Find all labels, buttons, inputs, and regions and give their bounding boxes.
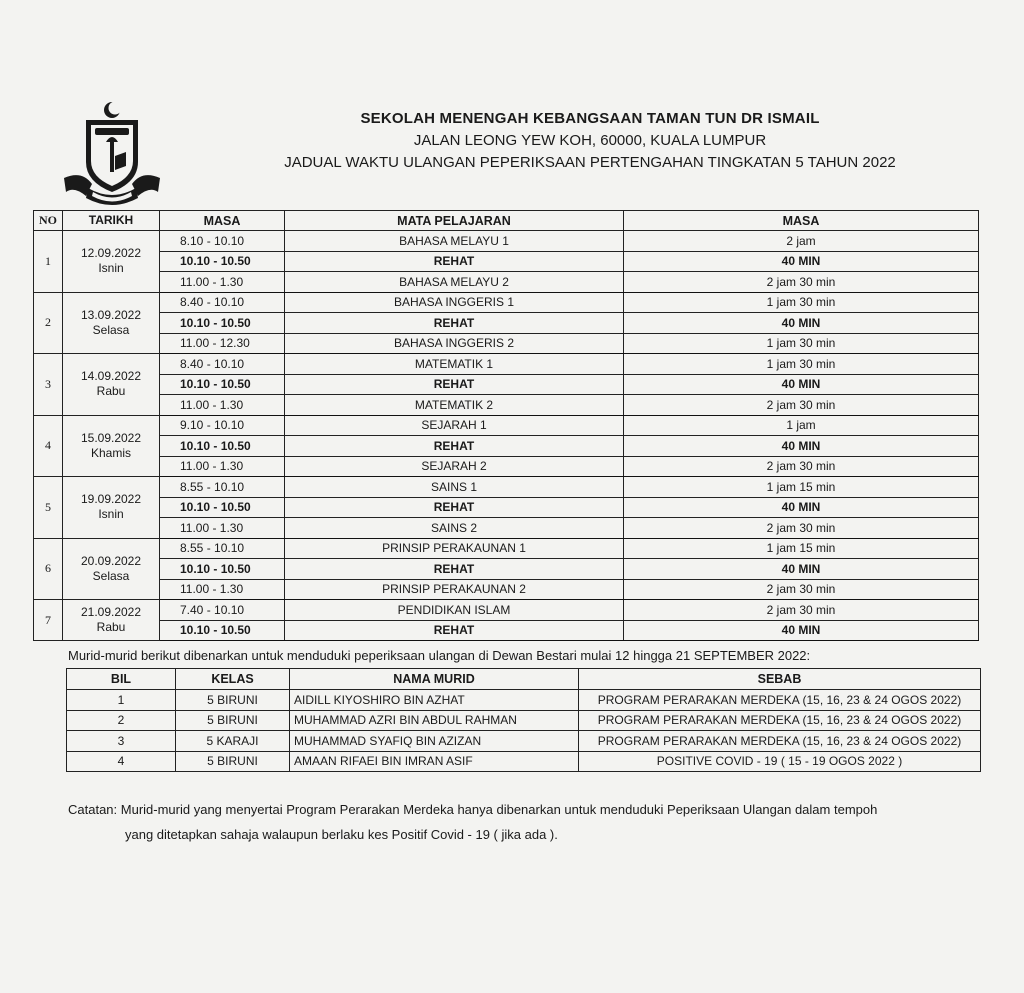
student-row [67, 690, 981, 711]
exam-schedule-table [33, 210, 979, 641]
session-duration: 40 MIN [624, 620, 979, 641]
schedule-row [34, 415, 979, 436]
student-name: MUHAMMAD AZRI BIN ABDUL RAHMAN [290, 710, 579, 731]
day-number: 6 [34, 538, 63, 600]
session-time: 9.10 - 10.10 [160, 415, 285, 436]
student-reason: PROGRAM PERARAKAN MERDEKA (15, 16, 23 & 24 OGOS 2022) [579, 710, 981, 731]
session-duration: 2 jam 30 min [624, 518, 979, 539]
student-class: 5 BIRUNI [176, 690, 290, 711]
exam-date-cell [63, 292, 160, 354]
schedule-row [34, 477, 979, 498]
student-bil: 1 [67, 690, 176, 711]
remarks-line-2: yang ditetapkan sahaja walaupun berlaku kes Positif Covid - 19 ( jika ada ). [125, 827, 558, 842]
schedule-row [34, 333, 979, 354]
day-number: 2 [34, 292, 63, 354]
exam-date-cell [63, 477, 160, 539]
school-crest-icon [62, 100, 162, 210]
students-table [66, 668, 981, 772]
session-time: 10.10 - 10.50 [160, 436, 285, 457]
col-subject-header: MATA PELAJARAN [285, 211, 624, 231]
session-duration: 1 jam [624, 415, 979, 436]
session-time: 11.00 - 12.30 [160, 333, 285, 354]
exam-weekday: Rabu [96, 620, 126, 634]
subject-name: SEJARAH 2 [285, 456, 624, 477]
subject-name: REHAT [285, 374, 624, 395]
student-row [67, 731, 981, 752]
subject-name: PENDIDIKAN ISLAM [285, 600, 624, 621]
schedule-row [34, 579, 979, 600]
exam-weekday: Selasa [92, 322, 130, 337]
session-duration: 40 MIN [624, 251, 979, 272]
session-duration: 1 jam 30 min [624, 333, 979, 354]
session-duration: 40 MIN [624, 313, 979, 334]
exam-weekday: Isnin [98, 507, 124, 522]
exam-date: 15.09.2022 [80, 430, 142, 445]
student-row [67, 751, 981, 772]
session-time: 8.55 - 10.10 [160, 477, 285, 498]
subject-name: MATEMATIK 2 [285, 395, 624, 416]
session-duration: 40 MIN [624, 436, 979, 457]
student-name: MUHAMMAD SYAFIQ BIN AZIZAN [290, 731, 579, 752]
session-duration: 1 jam 30 min [624, 292, 979, 313]
schedule-row [34, 620, 979, 641]
document-title: JADUAL WAKTU ULANGAN PEPERIKSAAN PERTENGAHAN TINGKATAN 5 TAHUN 2022 [284, 154, 896, 171]
exam-date: 12.09.2022 [80, 246, 142, 261]
remarks-note [68, 797, 968, 847]
school-address: JALAN LEONG YEW KOH, 60000, KUALA LUMPUR [413, 132, 767, 149]
students-body [67, 690, 981, 772]
col-date-header: TARIKH [63, 211, 160, 231]
subject-name: REHAT [285, 497, 624, 518]
session-duration: 1 jam 15 min [624, 477, 979, 498]
session-duration: 2 jam 30 min [624, 456, 979, 477]
exam-date: 13.09.2022 [80, 307, 142, 322]
day-number: 7 [34, 600, 63, 641]
session-duration: 2 jam 30 min [624, 272, 979, 293]
schedule-row [34, 456, 979, 477]
student-row [67, 710, 981, 731]
exam-date-cell [63, 354, 160, 416]
subject-name: BAHASA MELAYU 1 [285, 231, 624, 252]
session-time: 10.10 - 10.50 [160, 559, 285, 580]
session-duration: 40 MIN [624, 559, 979, 580]
session-time: 10.10 - 10.50 [160, 374, 285, 395]
student-class: 5 BIRUNI [176, 710, 290, 731]
document-header [230, 110, 950, 171]
subject-name: BAHASA INGGERIS 2 [285, 333, 624, 354]
schedule-row [34, 518, 979, 539]
session-duration: 40 MIN [624, 497, 979, 518]
day-number: 3 [34, 354, 63, 416]
exam-date: 14.09.2022 [80, 369, 142, 384]
schedule-row [34, 559, 979, 580]
exam-date-cell [63, 415, 160, 477]
subject-name: REHAT [285, 620, 624, 641]
session-duration: 2 jam 30 min [624, 395, 979, 416]
col-kelas-header: KELAS [176, 669, 290, 690]
exam-date-cell [63, 538, 160, 600]
exam-weekday: Isnin [98, 261, 124, 276]
session-time: 7.40 - 10.10 [160, 600, 285, 621]
session-time: 11.00 - 1.30 [160, 518, 285, 539]
session-time: 11.00 - 1.30 [160, 272, 285, 293]
students-header-row [67, 669, 981, 690]
exam-weekday: Khamis [90, 445, 131, 460]
schedule-row [34, 395, 979, 416]
exam-date: 21.09.2022 [80, 605, 142, 619]
session-time: 11.00 - 1.30 [160, 395, 285, 416]
student-bil: 3 [67, 731, 176, 752]
subject-name: REHAT [285, 251, 624, 272]
day-number: 4 [34, 415, 63, 477]
subject-name: BAHASA MELAYU 2 [285, 272, 624, 293]
remarks-line-1: Catatan: Murid-murid yang menyertai Program Perarakan Merdeka hanya dibenarkan untuk menduduki Peperiksaan Ulangan dalam tempoh [68, 802, 878, 817]
subject-name: SAINS 2 [285, 518, 624, 539]
session-time: 10.10 - 10.50 [160, 251, 285, 272]
day-number: 1 [34, 231, 63, 293]
session-duration: 2 jam 30 min [624, 579, 979, 600]
schedule-header-row [34, 211, 979, 231]
student-reason: PROGRAM PERARAKAN MERDEKA (15, 16, 23 & 24 OGOS 2022) [579, 731, 981, 752]
exam-date-cell [63, 231, 160, 293]
exam-date: 19.09.2022 [80, 492, 142, 507]
col-nama-header: NAMA MURID [290, 669, 579, 690]
student-class: 5 KARAJI [176, 731, 290, 752]
session-time: 8.40 - 10.10 [160, 354, 285, 375]
subject-name: REHAT [285, 436, 624, 457]
schedule-row [34, 251, 979, 272]
session-time: 8.10 - 10.10 [160, 231, 285, 252]
schedule-row [34, 436, 979, 457]
session-time: 10.10 - 10.50 [160, 313, 285, 334]
subject-name: REHAT [285, 559, 624, 580]
session-duration: 40 MIN [624, 374, 979, 395]
schedule-row [34, 600, 979, 621]
session-time: 10.10 - 10.50 [160, 497, 285, 518]
schedule-row [34, 272, 979, 293]
session-duration: 1 jam 30 min [624, 354, 979, 375]
schedule-row [34, 313, 979, 334]
col-duration-header: MASA [624, 211, 979, 231]
col-no-header: NO [34, 211, 63, 231]
subject-name: PRINSIP PERAKAUNAN 2 [285, 579, 624, 600]
student-reason: PROGRAM PERARAKAN MERDEKA (15, 16, 23 & 24 OGOS 2022) [579, 690, 981, 711]
subject-name: SAINS 1 [285, 477, 624, 498]
subject-name: REHAT [285, 313, 624, 334]
session-time: 11.00 - 1.30 [160, 579, 285, 600]
schedule-row [34, 354, 979, 375]
schedule-body [34, 231, 979, 641]
session-time: 8.55 - 10.10 [160, 538, 285, 559]
session-time: 11.00 - 1.30 [160, 456, 285, 477]
col-time-header: MASA [160, 211, 285, 231]
student-name: AIDILL KIYOSHIRO BIN AZHAT [290, 690, 579, 711]
student-bil: 4 [67, 751, 176, 772]
schedule-row [34, 538, 979, 559]
schedule-row [34, 497, 979, 518]
col-bil-header: BIL [67, 669, 176, 690]
session-duration: 1 jam 15 min [624, 538, 979, 559]
subject-name: BAHASA INGGERIS 1 [285, 292, 624, 313]
schedule-row [34, 292, 979, 313]
subject-name: MATEMATIK 1 [285, 354, 624, 375]
student-name: AMAAN RIFAEI BIN IMRAN ASIF [290, 751, 579, 772]
schedule-row [34, 231, 979, 252]
student-class: 5 BIRUNI [176, 751, 290, 772]
schedule-row [34, 374, 979, 395]
session-time: 8.40 - 10.10 [160, 292, 285, 313]
session-duration: 2 jam 30 min [624, 600, 979, 621]
session-duration: 2 jam [624, 231, 979, 252]
school-name: SEKOLAH MENENGAH KEBANGSAAN TAMAN TUN DR ISMAIL [360, 110, 820, 127]
subject-name: PRINSIP PERAKAUNAN 1 [285, 538, 624, 559]
exam-date-cell [63, 600, 160, 641]
eligible-students-intro: Murid-murid berikut dibenarkan untuk menduduki peperiksaan ulangan di Dewan Bestari mulai 12 hingga 21 SEPTEMBER 2022: [68, 648, 811, 663]
exam-date: 20.09.2022 [80, 553, 142, 568]
day-number: 5 [34, 477, 63, 539]
exam-weekday: Selasa [92, 568, 130, 583]
student-bil: 2 [67, 710, 176, 731]
session-time: 10.10 - 10.50 [160, 620, 285, 641]
exam-weekday: Rabu [96, 384, 126, 399]
col-sebab-header: SEBAB [579, 669, 981, 690]
subject-name: SEJARAH 1 [285, 415, 624, 436]
student-reason: POSITIVE COVID - 19 ( 15 - 19 OGOS 2022 ) [579, 751, 981, 772]
